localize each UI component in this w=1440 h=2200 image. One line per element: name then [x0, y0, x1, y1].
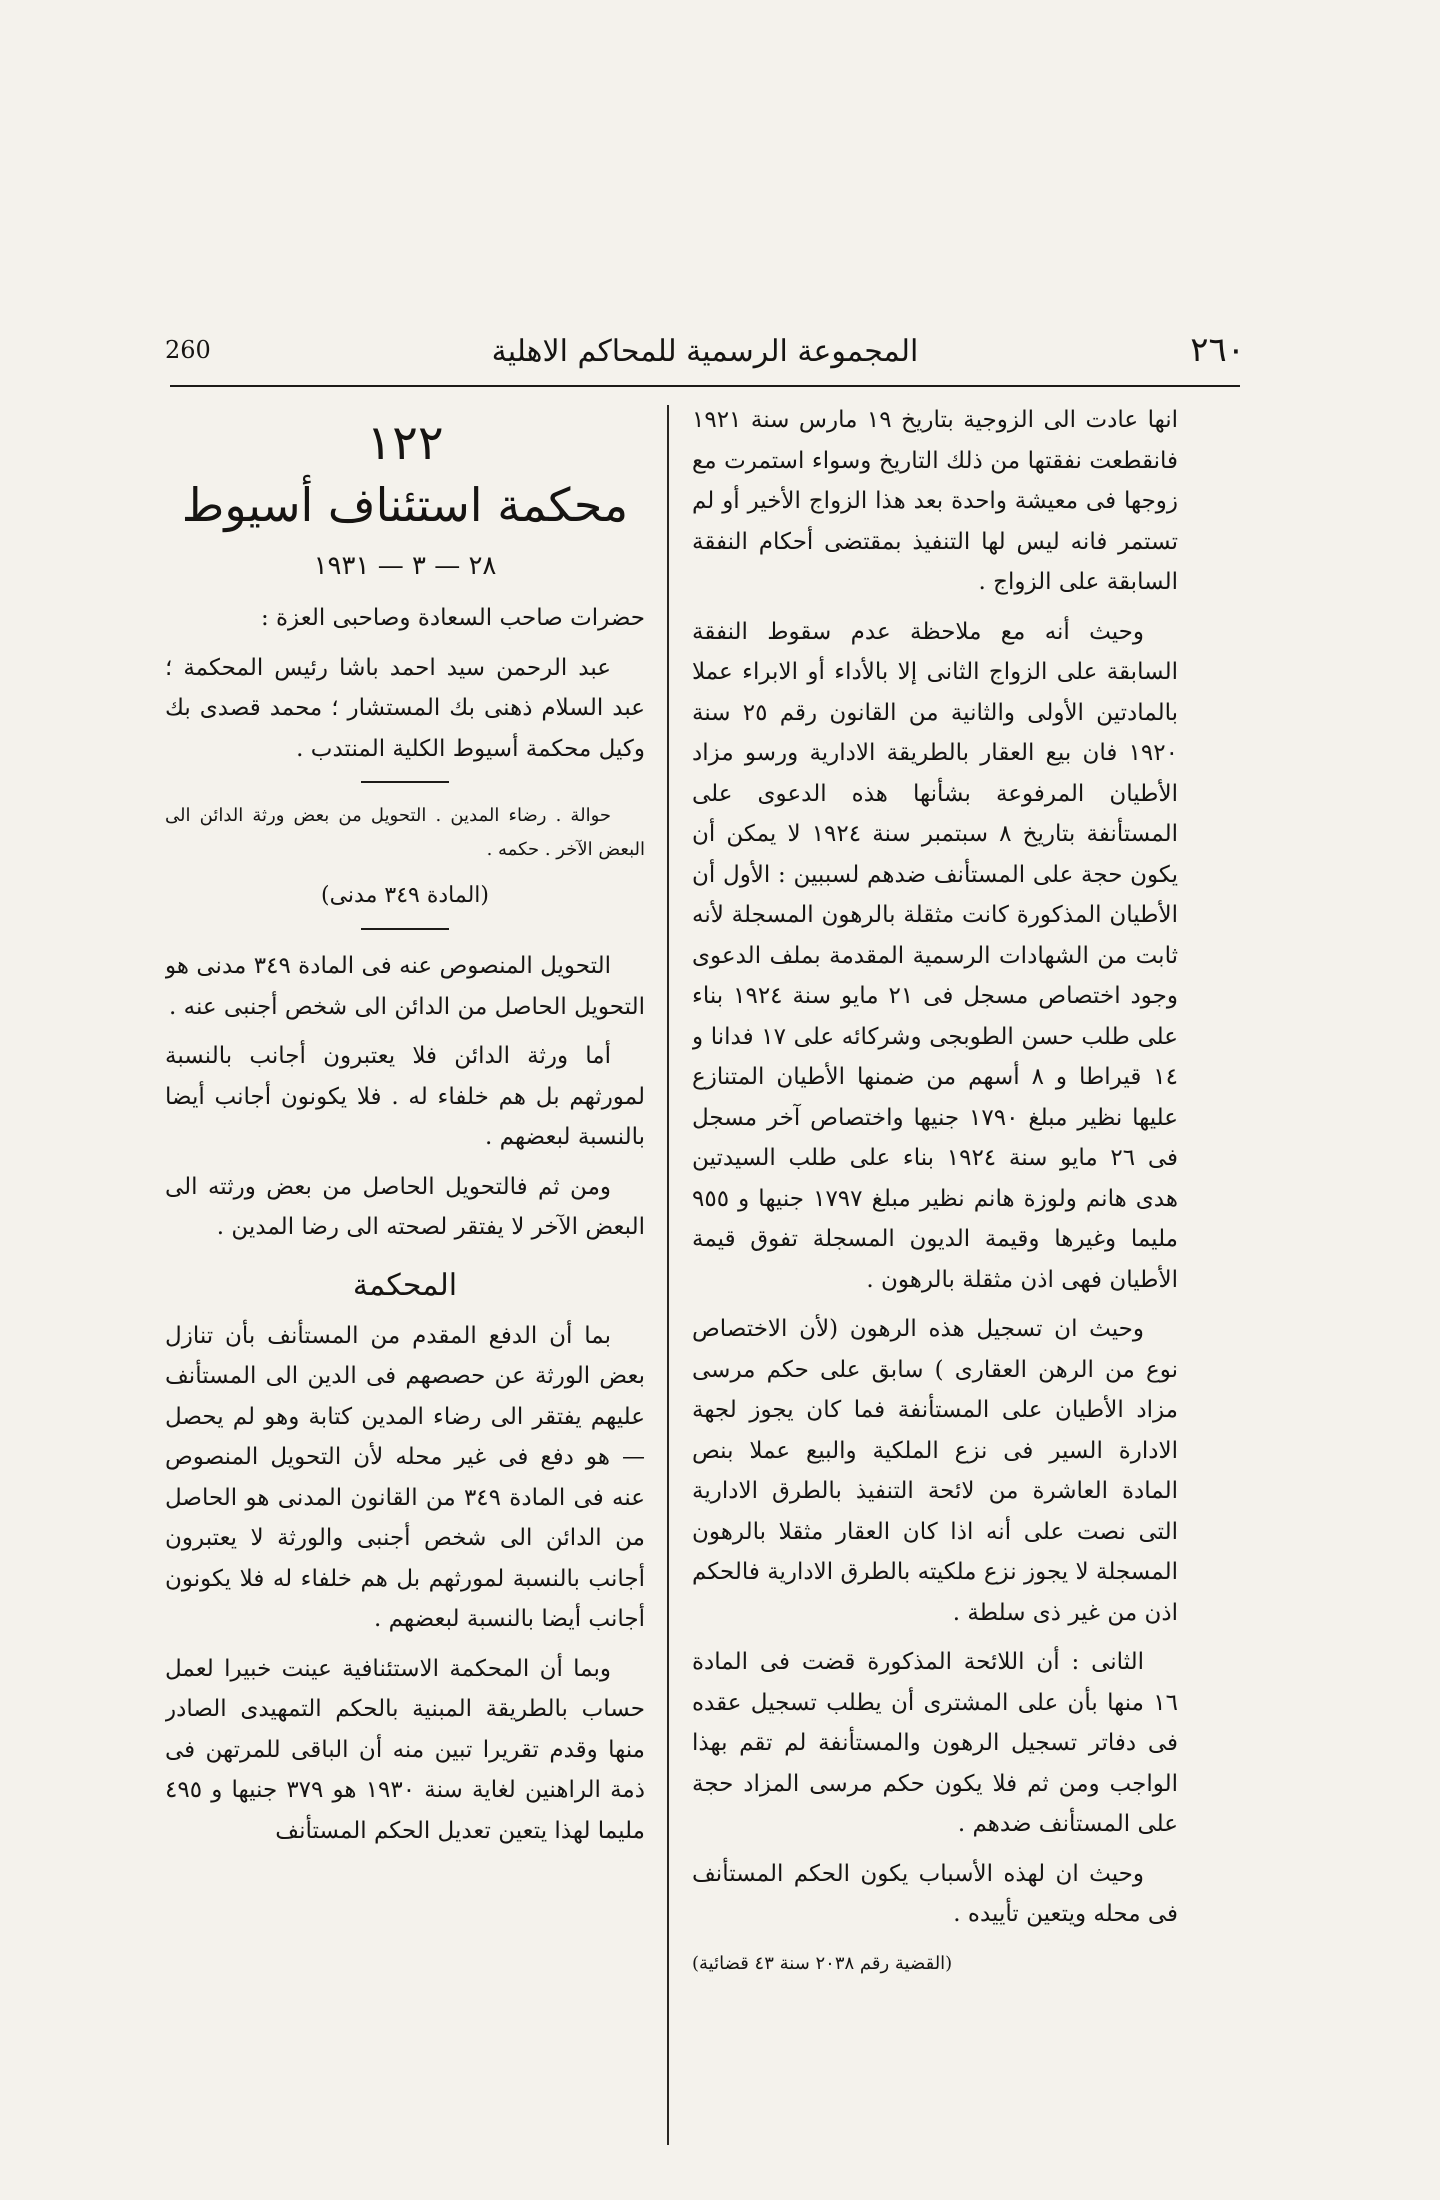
bench-intro: حضرات صاحب السعادة وصاحبى العزة : [260, 605, 645, 631]
running-header [165, 330, 1245, 378]
right-column [692, 400, 1178, 2170]
case-reference-line [692, 1944, 1178, 1985]
principle-paragraph: التحويل المنصوص عنه فى المادة ٣٤٩ مدنى هو التحويل الحاصل من الدائن الى شخص أجنبى عنه . [165, 953, 645, 1020]
final-paragraph: وحيث ان لهذه الأسباب يكون الحكم المستأنف فى محله ويتعين تأييده . [692, 1860, 1178, 1927]
case-reference: (القضية رقم ٢٠٣٨ سنة ٤٣ قضائية) [692, 1952, 953, 1974]
case-date: ٢٨ — ٣ — ١٩٣١ [313, 551, 497, 581]
journal-title: المجموعة الرسمية للمحاكم الاهلية [491, 334, 919, 369]
body-paragraph: انها عادت الى الزوجية بتاريخ ١٩ مارس سنة ١٩٢١ فانقطعت نفقتها من ذلك التاريخ وسواء استمرت مع زوجها فى معيشة واحدة بعد هذا الزواج الأخير أو لم تستمر فانه ليس لها التنفيذ بمقتضى أحكام النفقة السابقة على الزواج . [692, 407, 1178, 595]
page-number-arabic: ٢٦٠ [1190, 330, 1245, 370]
page-number-latin: 260 [165, 336, 211, 364]
court-name: محكمة استئناف أسيوط [181, 478, 629, 532]
article-reference: (المادة ٣٤٩ مدنى) [321, 883, 489, 908]
section-rule [361, 928, 449, 930]
judgment-paragraph: وبما أن المحكمة الاستئنافية عينت خبيرا لعمل حساب بالطريقة المبنية بالحكم التمهيدى الصادر منها وقدم تقريرا تبين منه أن الباقى للمرتهن فى ذمة الراهنين لغاية سنة ١٩٣٠ هو ٣٧٩ جنيها و ٤٩٥ مليما لهذا يتعين تعديل الحكم المستأنف [165, 1655, 645, 1844]
principle-paragraph: ومن ثم فالتحويل الحاصل من بعض ورثته الى البعض الآخر لا يفتقر لصحته الى رضا المدين . [165, 1173, 645, 1240]
keywords: حوالة . رضاء المدين . التحويل من بعض ورثة الدائن الى البعض الآخر . حكمه . [165, 805, 645, 860]
body-paragraph: الثانى : أن اللائحة المذكورة قضت فى المادة ١٦ منها بأن على المشترى أن يطلب تسجيل عقده فى دفاتر تسجيل الرهون والمستأنفة لم تقم بهذا الواجب ومن ثم فلا يكون حكم مرسى المزاد حجة على المستأنف ضدهم . [692, 1649, 1178, 1837]
judgment-paragraph: بما أن الدفع المقدم من المستأنف بأن تنازل بعض الورثة عن حصصهم فى الدين الى المستأنف عليهم يفتقر الى رضاء المدين كتابة وهو لم يحصل — هو دفع فى غير محله لأن التحويل المنصوص عنه فى المادة ٣٤٩ من القانون المدنى هو الحاصل من الدائن الى شخص أجنبى والورثة لا يعتبرون أجانب بالنسبة لمورثهم بل هم خلفاء له فلا يكونون أجانب أيضا بالنسبة لبعضهم . [165, 1322, 645, 1632]
judgment-title: المحكمة [352, 1267, 458, 1303]
case-number: ١٢٢ [366, 415, 444, 471]
body-paragraph: وحيث ان تسجيل هذه الرهون (لأن الاختصاص نوع من الرهن العقارى ) سابق على حكم مرسى مزاد الأطيان على المستأنفة فما كان يجوز لجهة الادارة السير فى نزع الملكية والبيع عملا بنص المادة العاشرة من لائحة التنفيذ بالطرق الادارية التى نصت على أنه اذا كان العقار مثقلا بالرهون المسجلة لا يجوز نزع ملكيته بالطرق الادارية فالحكم اذن من غير ذى سلطة . [692, 1316, 1178, 1626]
principle-paragraph: أما ورثة الدائن فلا يعتبرون أجانب بالنسبة لمورثهم بل هم خلفاء له . فلا يكونون أجانب أيضا بالنسبة لبعضهم . [165, 1043, 645, 1150]
bench-members: عبد الرحمن سيد احمد باشا رئيس المحكمة ؛ عبد السلام ذهنى بك المستشار ؛ محمد قصدى بك وكيل محكمة أسيوط الكلية المنتدب . [165, 654, 645, 762]
section-rule [361, 781, 449, 783]
header-rule [170, 385, 1240, 387]
column-divider [667, 405, 669, 2145]
body-paragraph: وحيث أنه مع ملاحظة عدم سقوط النفقة السابقة على الزواج الثانى إلا بالأداء أو الابراء عملا بالمادتين الأولى والثانية من القانون رقم ٢٥ سنة ١٩٢٠ فان بيع العقار بالطريقة الادارية ورسو مزاد الأطيان المرفوعة بشأنها هذه الدعوى على المستأنفة بتاريخ ٨ سبتمبر سنة ١٩٢٤ لا يمكن أن يكون حجة على المستأنف ضدهم لسببين : الأول أن الأطيان المذكورة كانت مثقلة بالرهون المسجلة لأنه ثابت من الشهادات الرسمية المقدمة بملف الدعوى وجود اختصاص مسجل فى ٢١ مايو سنة ١٩٢٤ بناء على طلب حسن الطوبجى وشركائه على ١٧ فدانا و ١٤ قيراطا و ٨ أسهم من ضمنها الأطيان المتنازع عليها نظير مبلغ ١٧٩٠ جنيها واختصاص آخر مسجل فى ٢٦ مايو سنة ١٩٢٤ بناء على طلب السيدتين هدى هانم ولوزة هانم نظير مبلغ ١٧٩٧ جنيها و ٩٥٥ مليما وغيرها وقيمة الديون المسجلة تفوق قيمة الأطيان فهى اذن مثقلة بالرهون . [692, 618, 1178, 1293]
left-column [165, 400, 645, 2170]
